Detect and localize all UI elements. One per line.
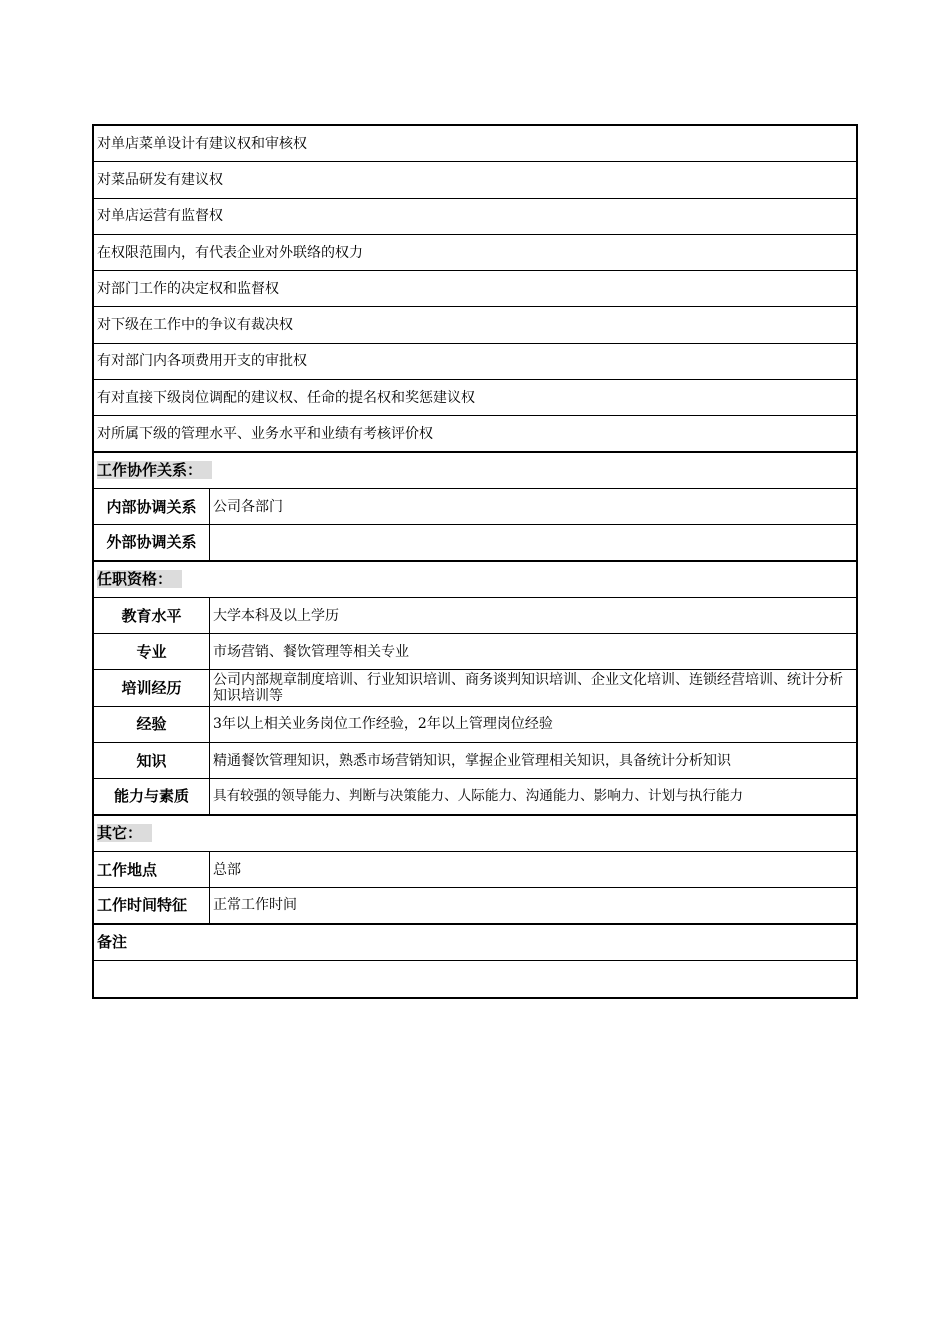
- collaboration-row: [94, 525, 856, 561]
- other-row: [94, 888, 856, 924]
- remarks-value: [94, 961, 856, 997]
- power-row: [94, 344, 856, 380]
- collaboration-value: 公司各部门: [213, 498, 283, 515]
- qualification-value: 精通餐饮管理知识，熟悉市场营销知识，掌握企业管理相关知识，具备统计分析知识: [213, 752, 731, 769]
- job-description-table: [92, 124, 858, 999]
- other-label: 工作时间特征: [94, 888, 210, 922]
- remarks-title: 备注: [97, 933, 128, 952]
- collaboration-section-header: [94, 453, 856, 489]
- qualification-row: [94, 779, 856, 815]
- collaboration-title: 工作协作关系：: [97, 461, 212, 479]
- collaboration-label: 外部协调关系: [94, 525, 210, 559]
- qualification-value: 大学本科及以上学历: [213, 607, 339, 624]
- other-row: [94, 852, 856, 888]
- collaboration-label: 内部协调关系: [94, 489, 210, 524]
- other-title: 其它：: [97, 824, 152, 842]
- qualification-label: 教育水平: [94, 598, 210, 633]
- remarks-section-header: [94, 925, 856, 961]
- power-text: 有对部门内各项费用开支的审批权: [97, 353, 307, 370]
- other-value: 总部: [213, 861, 241, 878]
- power-row: [94, 307, 856, 343]
- power-row: [94, 235, 856, 271]
- power-row: [94, 199, 856, 235]
- other-section-header: [94, 816, 856, 852]
- qualification-row: [94, 707, 856, 743]
- qualification-value: 3年以上相关业务岗位工作经验，2年以上管理岗位经验: [213, 716, 553, 733]
- power-row: [94, 380, 856, 416]
- power-text: 对菜品研发有建议权: [97, 171, 223, 188]
- power-text: 对单店运营有监督权: [97, 208, 223, 225]
- collaboration-value: [210, 525, 856, 559]
- qualification-row: [94, 743, 856, 779]
- qualifications-title: 任职资格：: [97, 570, 182, 588]
- power-text: 对部门工作的决定权和监督权: [97, 280, 279, 297]
- power-row: [94, 126, 856, 162]
- qualification-row: [94, 598, 856, 634]
- qualifications-section-header: [94, 562, 856, 598]
- qualification-value: 公司内部规章制度培训、行业知识培训、商务谈判知识培训、企业文化培训、连锁经营培训、统计分析知识培训等: [213, 672, 843, 705]
- qualification-value: 市场营销、餐饮管理等相关专业: [213, 643, 409, 660]
- qualification-value: 具有较强的领导能力、判断与决策能力、人际能力、沟通能力、影响力、计划与执行能力: [213, 788, 744, 805]
- power-text: 对单店菜单设计有建议权和审核权: [97, 135, 307, 152]
- qualification-label: 知识: [94, 743, 210, 778]
- power-text: 对所属下级的管理水平、业务水平和业绩有考核评价权: [97, 425, 433, 442]
- power-text: 在权限范围内，有代表企业对外联络的权力: [97, 244, 363, 261]
- collaboration-row: [94, 489, 856, 525]
- other-label: 工作地点: [94, 852, 210, 887]
- other-value: 正常工作时间: [213, 897, 297, 914]
- power-row: [94, 416, 856, 452]
- qualification-label: 专业: [94, 634, 210, 669]
- qualification-label: 能力与素质: [94, 779, 210, 813]
- qualification-label: 培训经历: [94, 670, 210, 705]
- qualification-label: 经验: [94, 707, 210, 742]
- power-row: [94, 271, 856, 307]
- power-text: 有对直接下级岗位调配的建议权、任命的提名权和奖惩建议权: [97, 389, 475, 406]
- power-row: [94, 162, 856, 198]
- qualification-row: [94, 670, 856, 706]
- power-text: 对下级在工作中的争议有裁决权: [97, 317, 293, 334]
- remarks-row: [94, 961, 856, 997]
- qualification-row: [94, 634, 856, 670]
